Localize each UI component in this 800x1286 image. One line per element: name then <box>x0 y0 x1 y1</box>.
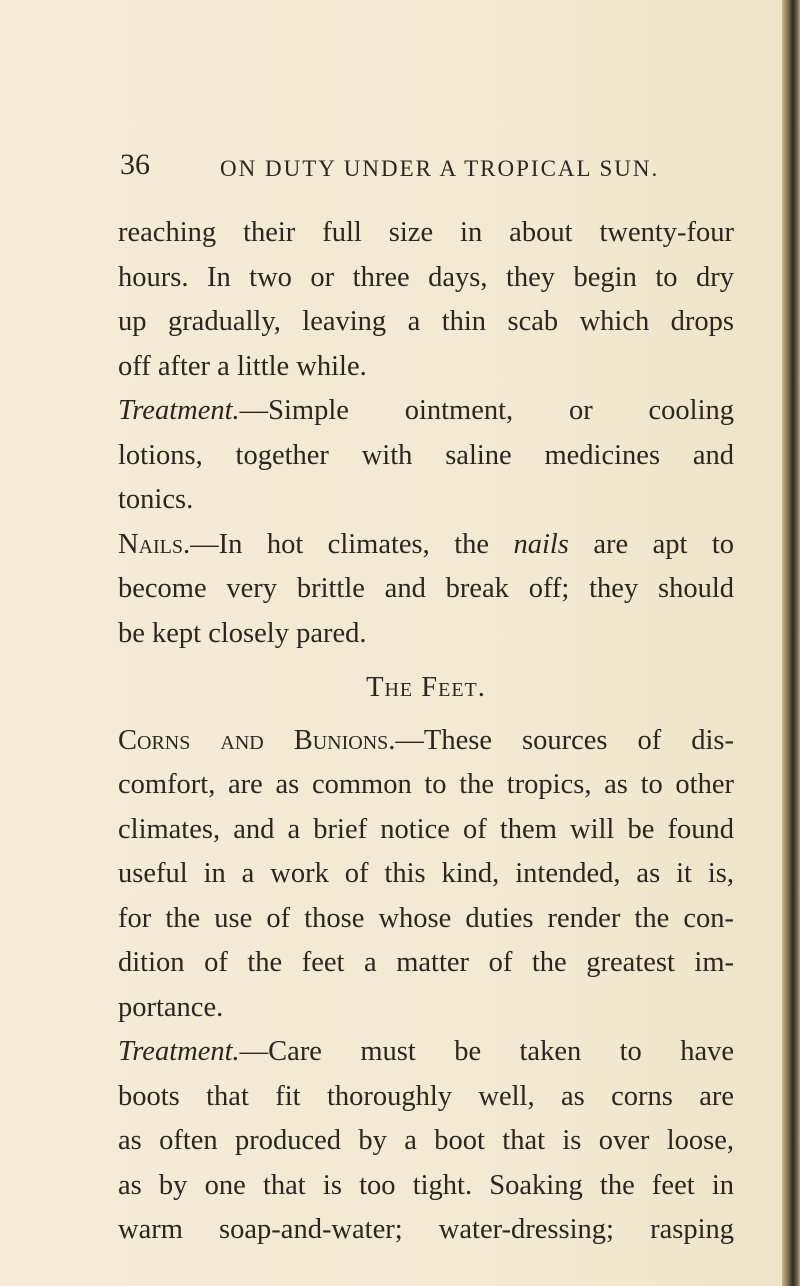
text-line: comfort, are as common to the tropics, as to other <box>118 769 734 800</box>
text-line: lotions, together with saline medicines and <box>118 439 734 471</box>
text-line: off after a little while. <box>118 350 367 382</box>
text-line: useful in a work of this kind, intended, as it is, <box>118 858 734 889</box>
text-emphasis: nails <box>513 528 569 560</box>
paragraph-lead: Treatment. <box>118 395 240 426</box>
text-line: warm soap-and-water; water-dressing; rasping <box>118 1214 734 1245</box>
section-heading: The Feet. <box>366 672 486 703</box>
paragraph-first-line <box>118 719 734 764</box>
text-line: up gradually, leaving a thin scab which drops <box>118 306 734 337</box>
text-line: as by one that is too tight. Soaking the feet in <box>118 1169 734 1201</box>
text-run: are apt to <box>568 528 734 560</box>
page-edge <box>782 0 800 1286</box>
text-run: —In hot climates, the <box>190 528 514 560</box>
paragraph-lead: Treatment. <box>118 1036 240 1067</box>
text-line: dition of the feet a matter of the greatest im- <box>118 947 734 978</box>
text-line: reaching their full size in about twenty-four <box>118 217 734 248</box>
text-line: portance. <box>118 991 224 1023</box>
body-text <box>118 211 734 1253</box>
text-line: climates, and a brief notice of them will be found <box>118 813 734 845</box>
page-header <box>120 145 740 185</box>
running-head: ON DUTY UNDER A TROPICAL SUN. <box>220 156 660 181</box>
paragraph-first-line <box>118 389 734 434</box>
text-line: as often produced by a boot that is over loose, <box>118 1125 734 1156</box>
text-line: hours. In two or three days, they begin to dry <box>118 261 734 293</box>
text-line: for the use of those whose duties render the con- <box>118 902 734 934</box>
text-line: tonics. <box>118 484 194 515</box>
text-line: be kept closely pared. <box>118 617 367 649</box>
text-line: become very brittle and break off; they should <box>118 573 734 604</box>
paragraph-lead: Corns and Bunions. <box>118 724 396 756</box>
text-run: —Care must be taken to have <box>239 1036 734 1067</box>
paragraph-first-line <box>118 1030 734 1075</box>
text-run: —Simple ointment, or cooling <box>239 395 734 426</box>
page-number: 36 <box>120 148 150 181</box>
text-line: boots that fit thoroughly well, as corns are <box>118 1080 734 1112</box>
paragraph-lead: Nails. <box>118 528 191 560</box>
text-run: —These sources of dis- <box>395 724 734 756</box>
paragraph-first-line <box>118 523 734 568</box>
